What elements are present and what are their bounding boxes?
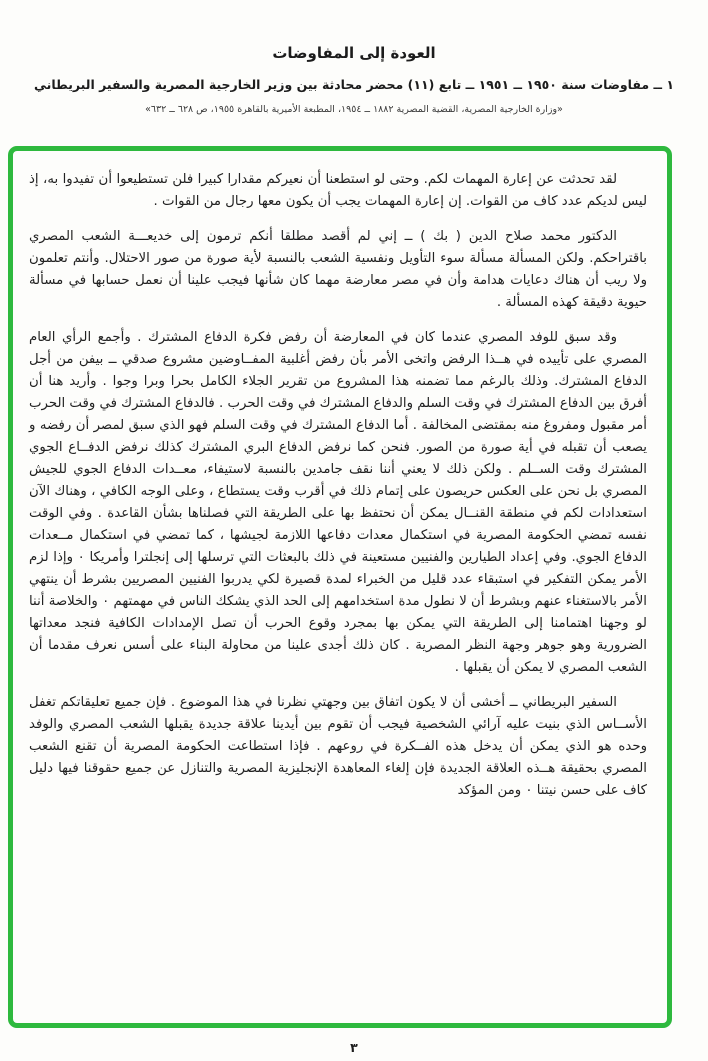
page-number: ٣ bbox=[350, 1040, 358, 1055]
body-paragraph-1: لقد تحدثت عن إعارة المهمات لكم. وحتى لو استطعنا أن نعيركم مقدارا كبيرا فلن تستطيعوا أن تفيدوا به، إذ ليس لديكم عدد كاف من القوات. إن إعارة المهمات يجب أن يكون معها رجال من القوات . bbox=[29, 172, 647, 209]
body-paragraph-3: وقد سبق للوفد المصري عندما كان في المعارضة أن رفض فكرة الدفاع المشترك . وأجمع الرأي العام المصري على تأييده في هــذا الرفض واتخى الأمر بأن رفض أغلبية المفــاوضين مشروع صدقي ــ بيفن من أجل الدفاع المشترك. وذلك بالرغم مما تضمنه هذا المشروع من تقرير الجلاء الكامل بحرا وبرا وجوا . وأريد هنا أن أفرق بين الدفاع المشترك في وقت السلم والدفاع المشترك في وقت الحرب . فالدفاع المشترك في وقت الحرب أمر مقبول ومفروغ منه بمقتضى المخالفة . أما الدفاع المشترك في وقت السلم فهو الذي سبق لمصر أن رفضه و يصعب أن تقبله في أية صورة من الصور. فنحن كما نرفض الدفاع البري المشترك كذلك نرفض الدفــاع الجوي المشترك وقت الســلم . ولكن ذلك لا يعني أننا نقف جامدين بالنسبة لاستيفاء، معــدات الدفاع الجوي للجيش المصري بل نحن على العكس حريصون على إتمام ذلك في أقرب وقت يستطاع ، وعلى الوجه الكافي ، وهناك الآن استعدادات لكم في منطقة القنــال يمكن أن نحتفظ بها على الطريقة التي فصلناها بشأن القاعدة . وفي الوقت نفسه تمضي الحكومة المصرية في استكمال معدات دفاعها اللازمة لجيشها ، كما تمضي في استكمال مــعدات الدفاع الجوي. وفي إعداد الطيارين والفنيين مستعينة في ذلك بالبعثات التي ترسلها إلى إنجلترا وأمريكا ٠ وإذا لزم الأمر يمكن التفكير في استبقاء عدد قليل من الخبراء لمدة قصيرة لكي يدربوا الفنيين المصريين بشرط أن ينتهي الأمر بالاستغناء عنهم وبشرط أن لا نطول مدة استخدامهم إلى الحد الذي يشكك الناس في مهمتهم ٠ والخلاصة أننا لو وجهنا اهتمامنا إلى الطريقة التي يمكن بها بمجرد وقوع الحرب أن تصل الإمدادات الكافية فنجد معداتها الضرورية وهو جوهر وجهة النظر المصرية . كان ذلك أجدى علينا من محاولة البناء على أسس نعرف مقدما أن الشعب المصري لا يمكن أن يقبلها . bbox=[29, 330, 648, 675]
section-heading: ١ ــ مفاوضات سنة ١٩٥٠ ــ ١٩٥١ ــ تابع (١١) محضر محادثة بين وزير الخارجية المصرية والسفير البريطاني bbox=[33, 77, 674, 92]
page-title: العودة إلى المفاوضات bbox=[272, 44, 436, 62]
document-header bbox=[0, 0, 708, 115]
highlight-box bbox=[8, 146, 672, 1028]
body-paragraph-2: الدكتور محمد صلاح الدين ( بك ) ــ إني لم أقصد مطلقا أنكم ترمون إلى خديعـــة الشعب المصري باقتراحكم. ولكن المسألة مسألة سوء التأويل ونفسية الشعب بالنسبة لأية صورة من صور الاحتلال. وأنتم تعلمون ولا ريب أن هناك دعايات هدامة وأن في مصر معارضة مهما كان شأنها فيجب علينا أن نعمل حسابها في مسألة حيوية دقيقة كهذه المسألة . bbox=[29, 229, 647, 310]
body-paragraph-4: السفير البريطاني ــ أخشى أن لا يكون اتفاق بين وجهتي نظرنا في هذا الموضوع . فإن جميع تعليقاتكم تغفل الأســاس الذي بنيت عليه آرائي الشخصية فيجب أن تقوم بين أيدينا علاقة جديدة يقبلها الشعب المصري والوفد وحده هو الذي يمكن أن يدخل هذه الفــكرة في روعهم . فإذا استطاعت الحكومة المصرية أن تقنع الشعب المصري بحقيقة هــذه العلاقة الجديدة فإن إلغاء المعاهدة الإنجليزية المصرية والتنازل عن جميع حقوقنا فيها دليل كاف على حسن نيتنا ٠ ومن المؤكد bbox=[29, 695, 647, 798]
citation-line: «وزارة الخارجية المصرية، القضية المصرية ١٨٨٢ ــ ١٩٥٤، المطبعة الأميرية بالقاهرة ١٩٥٥، ص ٦٢٨ ــ ٦٣٢» bbox=[145, 103, 563, 115]
